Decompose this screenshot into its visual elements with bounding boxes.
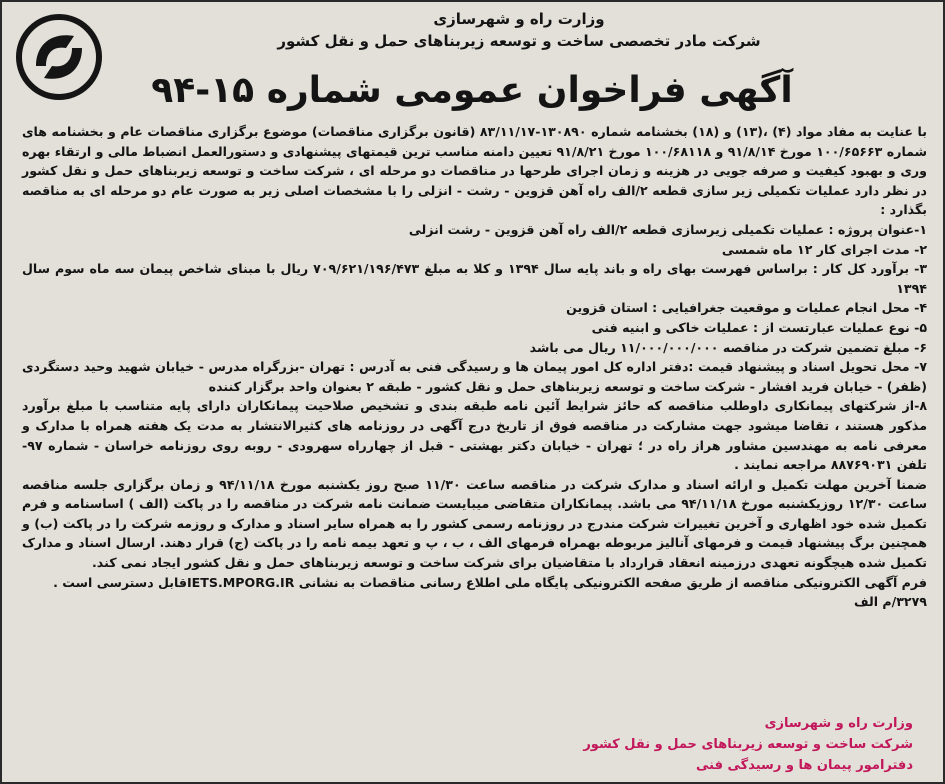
footer-office: دفترامور پیمان ها و رسیدگی فنی [696, 758, 913, 773]
announcement-title: آگهی فراخوان عمومی شماره ۱۵-۹۴ [151, 70, 793, 111]
footer-company: شرکت ساخت و توسعه زیربناهای حمل و نقل کشور [583, 737, 913, 752]
item-duration: ۲- مدت اجرای کار ۱۲ ماه شمسی [721, 241, 927, 257]
item-operation-type: ۵- نوع عملیات عبارتست از : عملیات خاکی و ابنیه فنی [591, 319, 927, 335]
item-location: ۴- محل انجام عملیات و موقعیت جغرافیایی : استان قزوین [566, 300, 927, 316]
reference-number: ۳۲۷۹/م الف [853, 594, 927, 610]
ministry-name: وزارت راه و شهرسازی [433, 10, 605, 28]
item-delivery-address: ۷- محل تحویل اسناد و پیشنهاد قیمت :دفتر اداره کل امور پیمان ها و رسیدگی فنی به آدرس : تهران -بزرگراه مدرس - خیابان شهید وحید دستگردی (ظفر) - خیابان فرید افشار - شرکت ساخت و توسعه زیربناهای حمل و نقل کشور - طبقه ۲ بعنوان واحد برگزار کننده [22, 359, 927, 394]
header [119, 8, 919, 52]
intro-paragraph: با عنایت به مفاد مواد (۴) ،(۱۳) و (۱۸) بخشنامه شماره ۱۳۰۸۹۰-۸۳/۱۱/۱۷ (قانون برگزاری مناقصات) موضوع برگزاری مناقصات عام و بخشنامه های شماره ۱۰۰/۶۵۶۶۳ مورخ ۹۱/۸/۱۴ و ۱۰۰/۶۸۱۱۸ مورخ ۹۱/۸/۲۱ تعیین دامنه مناسب ترین قیمتهای پیشنهادی و دستورالعمل انضباط مالی و ارتقاء بهره وری و بهبود کیفیت و صرفه جویی در هزینه و زمان اجرای طرحها در مناقصات دو مرحله ای ، شرکت ساخت و توسعه زیربناهای حمل و نقل کشور در نظر دارد عملیات تکمیلی زیر سازی قطعه ۲/الف راه آهن قزوین - رشت - انزلی را با مشخصات اصلی زیر به صورت عام دو مرحله ای به مناقصه بگذارد : [22, 124, 928, 218]
item-project-title: ۱-عنوان پروژه : عملیات تکمیلی زیرسازی قطعه ۲/الف راه آهن قزوین - رشت انزلی [408, 221, 927, 237]
item-eligibility: ۸-از شرکتهای پیمانکاری داوطلب مناقصه که حائز شرایط آئین نامه طبقه بندی و تشخیص صلاحیت پیمانکاران دارای پایه متناسب با مبلغ برآورد مذکور هستند ، تقاضا میشود جهت مشارکت در مناقصه فوق از تاریخ درج آگهی در روزنامه های کثیرالانتشار به مدت یک هفته همراه با مدارک و معرفی نامه به مهندسین مشاور هراز راه در ؛ تهران - خیابان دکتر بهشتی - قبل از چهارراه سهرودی - روبه روی روزنامه خراسان - شماره ۹۷- تلفن ۸۸۷۶۹۰۳۱ مراجعه نمایند . [22, 398, 927, 473]
deadline-paragraph: ضمنا آخرین مهلت تکمیل و ارائه اسناد و مدارک شرکت در مناقصه ساعت ۱۱/۳۰ صبح روز یکشنبه مورخ ۹۴/۱۱/۱۸ و زمان برگزاری جلسه مناقصه ساعت ۱۲/۳۰ روزیکشنبه مورخ ۹۴/۱۱/۱۸ می باشد. پیمانکاران متقاضی میبایست ضمانت نامه شرکت در مناقصه را در پاکت (الف ) اساسنامه و فرم تکمیل شده خود اظهاری و آخرین تغییرات شرکت مندرج در روزنامه رسمی کشور را به همراه سایر اسناد و مدارک و روزمه شرکت را در پاکت (ب) و همچنین برگ پیشنهاد قیمت و فرمهای آنالیز مربوطه بهمراه فرمهای الف ، ب ، پ و تعهد بیمه نامه را در پاکت (ج) قرار دهند. ارسال اسناد و مدارک تکمیل شده هیچگونه تعهدی درزمینه انعقاد قرارداد با متقاضیان برای شرکت ساخت و توسعه زیربناهای حمل و نقل کشور ایجاد نمی کند. [22, 476, 928, 571]
signature-block [583, 713, 913, 776]
company-logo-icon [16, 14, 102, 100]
item-guarantee: ۶- مبلغ تضمین شرکت در مناقصه ۱۱/۰۰۰/۰۰۰/۰۰۰ ریال می باشد [529, 339, 927, 355]
announcement-body [22, 122, 927, 612]
electronic-notice: فرم آگهی الکترونیکی مناقصه از طریق صفحه الکترونیکی پایگاه ملی اطلاع رسانی مناقصات به نشانی IETS.MPORG.IRقابل دسترسی است . [53, 574, 927, 590]
item-estimate: ۳- برآورد کل کار : براساس فهرست بهای راه و باند پایه سال ۱۳۹۴ و کلا به مبلغ ۷۰۹/۶۲۱/۱۹۶/۴۷۳ ریال با مبنای شاخص پیمان سه ماه سوم سال ۱۳۹۴ [22, 261, 927, 296]
company-name: شرکت مادر تخصصی ساخت و توسعه زیربناهای حمل و نقل کشور [277, 32, 761, 50]
footer-ministry: وزارت راه و شهرسازی [764, 716, 913, 731]
